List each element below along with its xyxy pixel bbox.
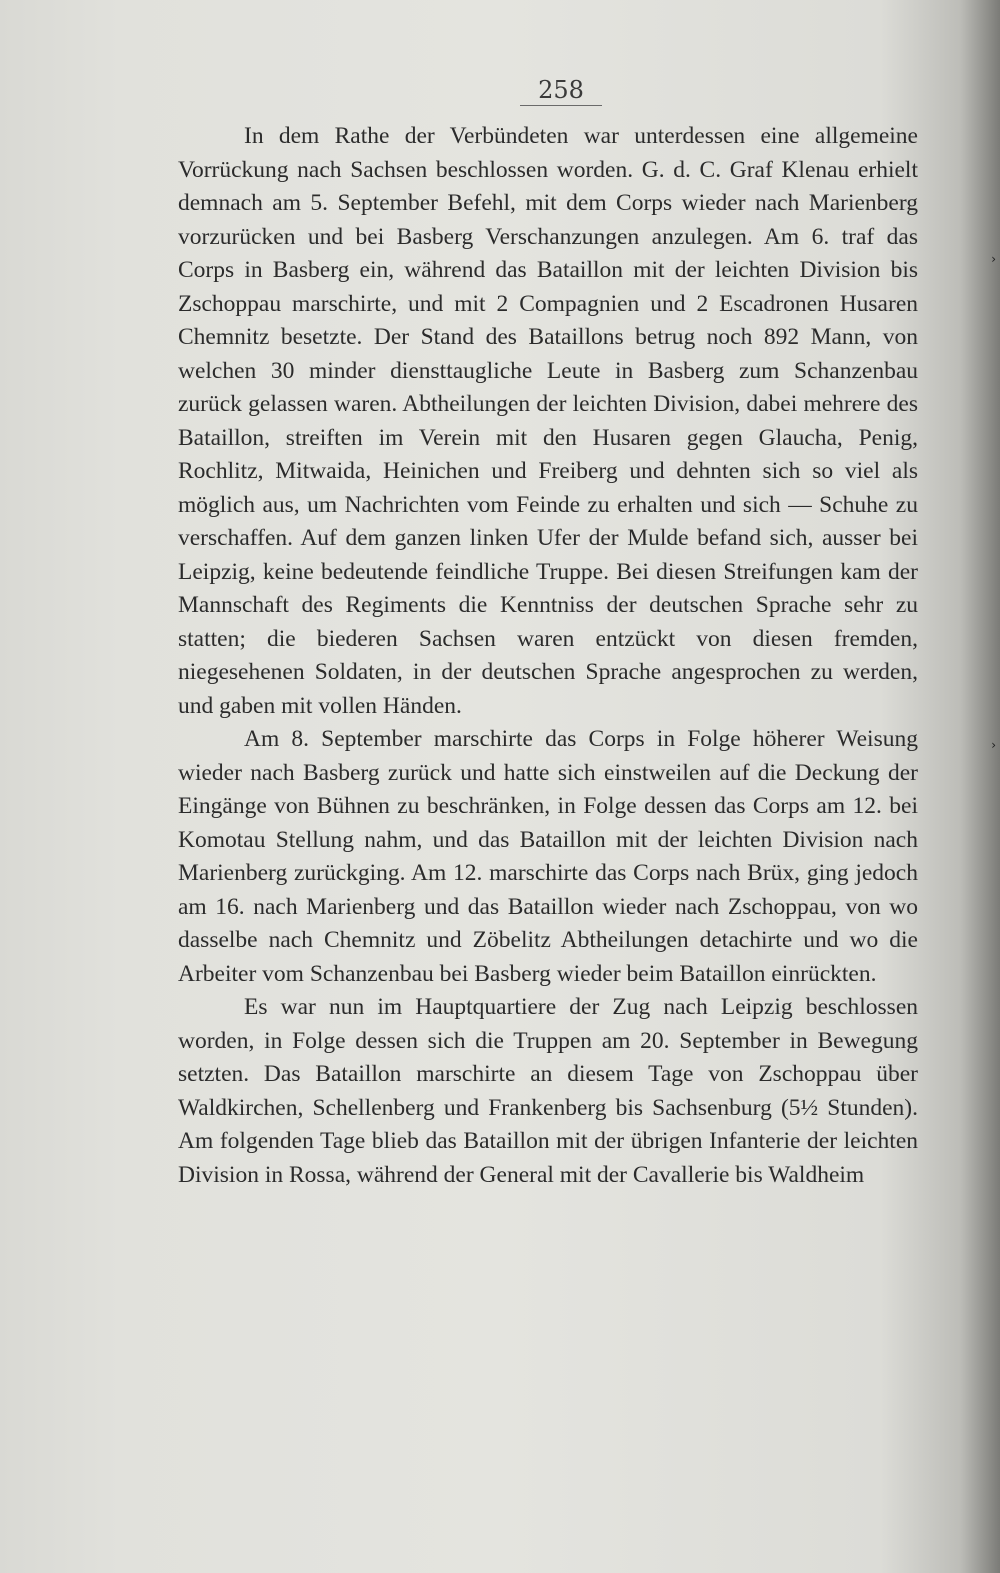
paragraph-3: Es war nun im Hauptquartiere der Zug nach Leipzig beschlossen worden, in Folge dessen sich die Truppen am 20. September in Bewegung setzten. Das Bataillon marschirte an diesem Tage von Zschoppau über Waldkirchen, Schellenberg und Frankenberg bis Sachsenburg (5½ Stunden). Am folgenden Tage blieb das Bataillon mit der übrigen Infanterie der leichten Division in Rossa, während der General mit der Cavallerie bis Waldheim: [178, 994, 918, 1188]
paragraph-2: Am 8. September marschirte das Corps in Folge höherer Weisung wieder nach Basberg zurück und hatte sich einstweilen auf die Deckung der Eingänge von Bühnen zu beschränken, in Folge dessen das Corps am 12. bei Komotau Stellung nahm, und das Bataillon mit der leichten Division nach Marienberg zurückging. Am 12. marschirte das Corps nach Brüx, ging jedoch am 16. nach Marienberg und das Bataillon wieder nach Zschoppau, von wo dasselbe nach Chemnitz und Zöbelitz Abtheilungen detachirte und wo die Arbeiter vom Schanzenbau bei Basberg wieder beim Bataillon einrückten.: [178, 726, 918, 987]
page-text-body: [178, 120, 918, 1192]
page-number: 258: [520, 76, 602, 106]
paragraph-1: In dem Rathe der Verbündeten war unterdessen eine allgemeine Vorrückung nach Sachsen beschlossen worden. G. d. C. Graf Klenau erhielt demnach am 5. September Befehl, mit dem Corps wieder nach Marienberg vorzurücken und bei Basberg Verschanzungen anzulegen. Am 6. traf das Corps in Basberg ein, während das Bataillon mit der leichten Division bis Zschoppau marschirte, und mit 2 Compagnien und 2 Escadronen Husaren Chemnitz besetzte. Der Stand des Bataillons betrug noch 892 Mann, von welchen 30 minder diensttaugliche Leute in Basberg zum Schanzenbau zurück gelassen waren. Abtheilungen der leichten Division, dabei mehrere des Bataillon, streiften im Verein mit den Husaren gegen Glaucha, Penig, Rochlitz, Mitwaida, Heinichen und Freiberg und dehnten sich so viel als möglich aus, um Nachrichten vom Feinde zu erhalten und sich — Schuhe zu verschaffen. Auf dem ganzen linken Ufer der Mulde befand sich, ausser bei Leipzig, keine bedeutende feindliche Truppe. Bei diesen Streifungen kam der Mannschaft des Regiments die Kenntniss der deutschen Sprache sehr zu statten; die biederen Sachsen waren entzückt von diesen fremden, niegesehenen Soldaten, in der deutschen Sprache angesprochen zu werden, und gaben mit vollen Händen.: [178, 123, 918, 719]
margin-mark-2: ›: [991, 738, 996, 752]
margin-mark-1: ›: [991, 252, 996, 266]
